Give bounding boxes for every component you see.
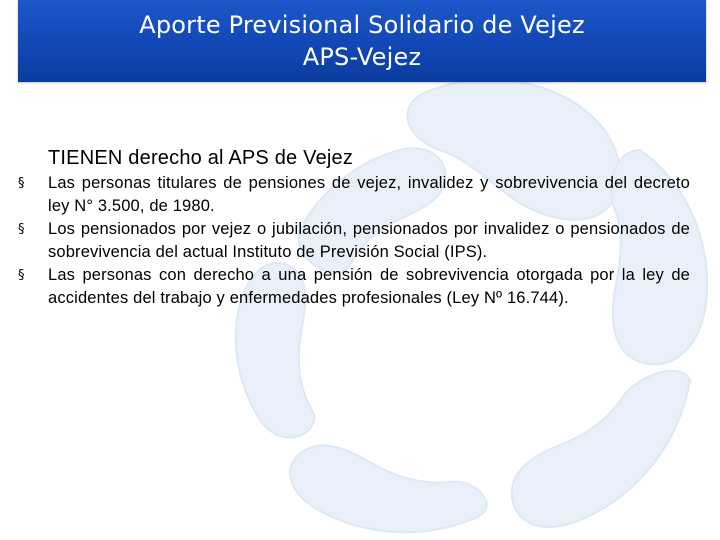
title-banner xyxy=(18,0,706,82)
bullet-item xyxy=(18,218,690,264)
slide-subtitle: APS-Vejez xyxy=(302,43,422,71)
slide-title: Aporte Previsional Solidario de Vejez xyxy=(139,11,585,39)
bullet-marker: § xyxy=(18,222,25,237)
bullet-item xyxy=(18,172,690,218)
bullet-text: Las personas titulares de pensiones de vejez, invalidez y sobrevivencia del decreto ley N° 3.500, de 1980. xyxy=(48,174,690,215)
bullet-item xyxy=(18,264,690,310)
bullet-text: Las personas con derecho a una pensión de sobrevivencia otorgada por la ley de accidentes del trabajo y enfermedades profesionales (Ley Nº 16.744). xyxy=(48,266,690,307)
bullet-text: Los pensionados por vejez o jubilación, pensionados por invalidez o pensionados de sobrevivencia del actual Instituto de Previsión Social (IPS). xyxy=(48,220,690,261)
bullet-marker: § xyxy=(18,176,25,191)
section-heading: TIENEN derecho al APS de Vejez xyxy=(48,147,354,169)
bullet-list xyxy=(18,172,690,310)
bullet-marker: § xyxy=(18,268,25,283)
